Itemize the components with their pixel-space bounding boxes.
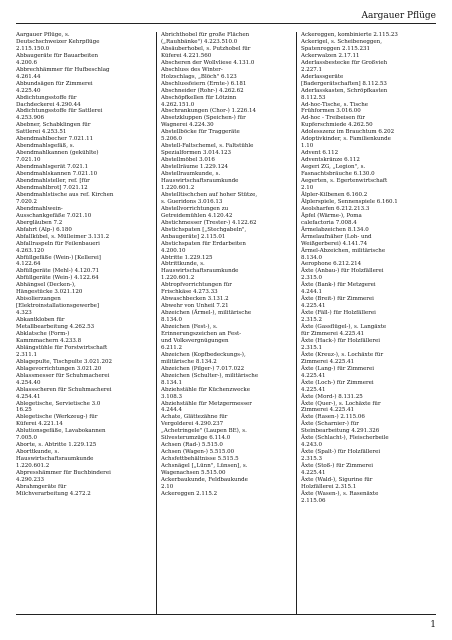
index-entry: Abziehstähle für Küchenzwecke xyxy=(161,386,250,393)
index-entry: Äxte (Spalt-) für Holzfällerei xyxy=(301,449,381,456)
index-entry: Abendmahlstische aus ref. Kirchen xyxy=(16,191,114,198)
index-entry: Äxte (Loch-) für Zimmerei xyxy=(301,379,374,386)
index-entry: Advent 6.112 xyxy=(301,150,339,157)
index-entry: Abrahmgeräte für xyxy=(16,483,67,490)
index-entry: 2.10 xyxy=(301,184,314,191)
index-entry: 4.244.1 xyxy=(301,289,322,296)
index-entry: Abrichthobel für große Flächen xyxy=(161,32,250,38)
index-entry: Hauswirtschaftsraumkunde xyxy=(16,456,94,463)
index-entry: 4.225.41 xyxy=(301,372,326,379)
index-entry: Ärmel-Abzeichen, militärische xyxy=(301,247,386,254)
index-entry: Abtrittkunde, s. xyxy=(161,261,205,268)
index-columns xyxy=(16,32,436,614)
index-entry: Äxte (Gassflügel-), s. Langäxte xyxy=(301,324,387,331)
index-entry: Anbaugeräte] 2.115.01 xyxy=(161,233,226,240)
index-entry: Abzeichen (Pilger-) 7.017.022 xyxy=(161,365,245,372)
index-entry: s. Gueridons 3.016.13 xyxy=(161,198,223,205)
index-entry: Fasnachtsbräuche 6.130.0 xyxy=(301,171,375,178)
index-entry: 4.225.41 xyxy=(301,303,326,310)
index-entry: Abtropfvorrichtungen für xyxy=(161,282,232,289)
index-entry: Abschneider (Rohr-) 4.262.62 xyxy=(161,87,244,94)
index-entry: Älplerspiele, Sennenspiele 6.160.1 xyxy=(301,198,398,205)
index-entry: Aegerten, s. Egertenwirtschaft xyxy=(301,178,388,185)
index-entry: Aderlassbestecke für Großvieh xyxy=(301,59,388,66)
index-entry: Aeolsharfen 6.212.213.3 xyxy=(301,205,370,212)
index-entry: Hauswirtschaftsraumkunde xyxy=(161,178,239,185)
index-entry: Abschrankungen (Chor-) 1.226.14 xyxy=(161,108,256,115)
index-entry: „Achetringele" (Laupen BE), s. xyxy=(161,428,247,435)
index-entry: Hauswirtschaftsraumkunde xyxy=(161,268,239,275)
index-entry: Abstelltischchen auf hoher Stütze, xyxy=(161,191,258,198)
index-entry: Äxte (Bank-) für Metzgerei xyxy=(301,282,376,289)
index-entry: Wagenachsen 5.515.00 xyxy=(161,470,226,477)
index-column-3 xyxy=(296,32,436,614)
index-entry: Ärmelabzeichen 8.134.0 xyxy=(301,226,369,233)
index-entry: Ad-hoc-Tische, s. Tische xyxy=(301,101,369,108)
index-entry: Abstichspaten für Erdarbeiten xyxy=(161,240,246,247)
index-entry: Absetzkluppen (Speichen-) für xyxy=(161,115,246,122)
index-entry: Abstellböcke für Traggeräte xyxy=(161,129,240,136)
index-entry: und Volksvergnügungen xyxy=(161,337,229,344)
index-entry: militärische 8.134.2 xyxy=(161,358,217,365)
index-entry: Abschluss des Winter- xyxy=(161,66,223,73)
index-entry: Äxte (Scharnier-) für xyxy=(301,421,359,428)
index-entry: Ackerigel, s. Scheibeneggen, xyxy=(301,38,382,45)
index-entry: Vergolderei 4.290.237 xyxy=(161,421,224,428)
index-entry: 4.243.0 xyxy=(301,442,322,449)
index-entry: Abfüllgeräte (Mehl-) 4.120.71 xyxy=(16,268,100,275)
index-entry: Adoptivkinder, s. Familienkunde xyxy=(301,136,391,143)
index-entry: Äxte (Quer-), s. Lochäxte für xyxy=(301,400,381,407)
index-entry: 8.134.1 xyxy=(161,379,182,386)
index-entry: Äxte (Fäll-) für Holzfällerei xyxy=(301,310,376,317)
index-entry: Aegeri ZG, „Legion", s. xyxy=(301,164,366,171)
index-entry: 8.112.53 xyxy=(301,94,326,101)
index-entry: Milchverarbeitung 4.272.2 xyxy=(16,490,91,497)
index-entry: Kupferschmiede 4.262.50 xyxy=(301,122,373,129)
index-entry: Küferei 4.221.560 xyxy=(161,52,212,59)
index-entry: 4.323 xyxy=(16,310,32,317)
index-entry: Abfahrt (Alp-) 6.180 xyxy=(16,226,72,233)
index-entry: 4.262.151.0 xyxy=(161,101,195,108)
index-entry: 5.206.0 xyxy=(161,136,182,143)
index-entry: Adolesszenz im Brauchtum 6.202 xyxy=(301,129,395,136)
index-entry: Abwaschbecken 3.131.2 xyxy=(161,296,229,303)
index-entry: Metallbearbeitung 4.262.53 xyxy=(16,324,95,331)
index-entry: Silvesterumzüge 6.114.0 xyxy=(161,435,231,442)
index-entry: Abwehr von Unheil 7.21 xyxy=(161,303,229,310)
index-entry: 4.225.41 xyxy=(301,386,326,393)
index-entry: calefactoria 7.008.4 xyxy=(301,219,357,226)
index-entry: Achsen (Wagen-) 5.515.00 xyxy=(161,449,235,456)
index-entry: Ärmelaufnäher (Loh- und xyxy=(301,233,372,240)
index-entry: Abfüllgefäße (Wein-) [Kellerei] xyxy=(16,254,101,261)
index-entry: Äpfel (Wärme-), Poma xyxy=(301,212,362,219)
index-entry: Spatenreggen 2.115.231 xyxy=(301,45,371,52)
index-entry: Abstell-Faltschemel, s. Faltstühle xyxy=(161,143,254,150)
footer-rule xyxy=(16,614,436,615)
index-entry: Zimmerei 4.225.41 xyxy=(301,407,355,414)
index-entry: Aargauer Pflüge, s. xyxy=(16,32,70,38)
index-entry: 4.290.233 xyxy=(16,477,44,483)
index-entry: Abdichtungsstoffe für xyxy=(16,94,77,101)
index-entry: Abtritte 1.229.125 xyxy=(161,254,213,261)
index-entry: [Badergerätschaften] 8.112.53 xyxy=(301,80,387,87)
index-entry: Getreidemühlen 4.120.42 xyxy=(161,212,233,219)
index-entry: 7.005.0 xyxy=(16,435,37,442)
index-entry: Ackerbaukunde, Feldbaukunde xyxy=(161,477,248,483)
index-entry: („Rauhbänke") 4.223.510.0 xyxy=(161,38,238,45)
index-entry: Äxte (Rasen-) 2.115.06 xyxy=(301,414,365,421)
index-entry: Holzfällerei 2.315.1 xyxy=(301,483,357,490)
index-entry: Frischkäse 4.273.33 xyxy=(161,289,218,296)
index-entry: Weißgerberei) 4.141.74 xyxy=(301,240,368,247)
index-entry: Äxte (Kreuz-), s. Lochäxte für xyxy=(301,351,384,358)
index-entry: Abbaugeräte für Bauarbeiten xyxy=(16,52,99,59)
index-entry: Äxte (Breit-) für Zimmerei xyxy=(301,296,374,303)
index-entry: Abstellmöbel 3.016 xyxy=(161,157,215,164)
index-entry: Abbrechhämmer für Hufbeschlag xyxy=(16,66,110,73)
index-entry: Abisolierzangen xyxy=(16,296,61,303)
index-entry: Abfüllgeräte (Wein-) 4.122.64 xyxy=(16,275,99,282)
index-entry: Spezialformen 3.014.123 xyxy=(161,150,231,157)
index-entry: Aderlasskasten, Schröpfkasten xyxy=(301,87,388,94)
index-entry: Äxte (Mord-) 8.131.25 xyxy=(301,393,363,400)
index-entry: 4.254.41 xyxy=(16,393,41,400)
index-entry: Erinnerungszeichen an Fest- xyxy=(161,330,242,337)
index-entry: Abscheren der Wollvliese 4.131.0 xyxy=(161,59,255,66)
index-entry: 1.220.601.2 xyxy=(161,275,195,282)
index-entry: [Elektroinstallationsgewerbe] xyxy=(16,303,100,310)
index-entry: Abstellvorrichtungen zu xyxy=(161,205,229,212)
index-entry: 4.253.906 xyxy=(16,115,44,122)
index-entry: Abzeichen (Ärmel-), militärische xyxy=(161,310,252,317)
index-entry: Abkantkloben für xyxy=(16,317,65,324)
index-entry: Ackereggen 2.115.2 xyxy=(161,490,218,497)
index-entry: 8.134.0 xyxy=(161,317,182,324)
index-entry: 1.10 xyxy=(301,143,314,150)
index-entry: Achsnägel [„Lünn", Lünsen], s. xyxy=(161,463,248,470)
index-entry: Abendmahlkannen (gekühlte) xyxy=(16,150,99,157)
index-entry: 4.200.6 xyxy=(16,59,37,66)
index-entry: Abfallraspeln für Feilenbaueri xyxy=(16,240,100,247)
index-entry: für Zimmerei 4.225.41 xyxy=(301,330,365,337)
index-entry: 4.261.44 xyxy=(16,73,41,80)
index-entry: Ackerwalzen 2.17.11 xyxy=(301,52,360,59)
index-entry: Dachdeckerei 4.290.44 xyxy=(16,101,81,108)
index-entry: Adventskränze 6.112 xyxy=(301,157,360,164)
index-entry: Hängestücke 3.021.120 xyxy=(16,289,83,296)
index-entry: Abendmahlsgefäß, s. xyxy=(16,143,75,150)
index-entry: 2.115.06 xyxy=(301,497,326,504)
index-entry: Achsfettbehältnisse 5.515.5 xyxy=(161,456,239,463)
index-entry: Sattlerei 4.253.51 xyxy=(16,129,67,136)
index-entry: Ablutionsgefäße, Lavabokannen xyxy=(16,428,106,435)
index-entry: Abzeichen (Schulter-), militärische xyxy=(161,372,259,379)
index-entry: Abpresshämmer für Buchbinderei xyxy=(16,470,111,477)
index-entry: Steinbearbeitung 4.291.326 xyxy=(301,428,380,435)
index-entry: 4.263.120 xyxy=(16,247,44,254)
index-entry: Abstichspaten [„Stechgabeln", xyxy=(161,226,247,233)
index-entry: 2.311.1 xyxy=(16,351,37,358)
index-entry: Ablagevorrichtungen 3.021.20 xyxy=(16,365,102,372)
index-entry: Abbundsägen für Zimmerei xyxy=(16,80,93,87)
index-entry: Abendmahlbecher 7.021.11 xyxy=(16,136,94,143)
index-entry: 1.220.601.2 xyxy=(16,463,50,470)
index-entry: Abstellraumkunde, s. xyxy=(161,171,221,178)
index-entry: Zimmerei 4.225.41 xyxy=(301,358,355,365)
index-entry: 8.134.0 xyxy=(301,254,322,261)
header-rule xyxy=(16,23,436,24)
index-entry: Abendmahlsgerät 7.021.1 xyxy=(16,164,89,171)
index-entry: Abzeichen (Kopfbedeckungs-), xyxy=(161,351,246,358)
index-entry: Frühformen 3.016.00 xyxy=(301,108,361,115)
index-entry: 4.200.10 xyxy=(161,247,186,254)
index-entry: Abstellräume 1.229.124 xyxy=(161,164,228,171)
index-entry: Abendmahlbrot] 7.021.12 xyxy=(16,184,88,191)
index-entry: 2.227.1 xyxy=(301,66,322,73)
index-entry: Äxte (Anbau-) für Holzfällerei xyxy=(301,268,384,275)
index-entry: Holzschlags, „Blöch" 6.123 xyxy=(161,73,237,80)
index-entry: Älpler-Kilbenen 6.160.2 xyxy=(301,191,368,198)
index-entry: Aborte, s. Abtritte 1.229.125 xyxy=(16,442,97,449)
index-entry: Wagnerei 4.224.30 xyxy=(161,122,214,129)
index-entry: Äxte (Wasen-), s. Rasenäxte xyxy=(301,490,379,497)
index-entry: Abendmahlskannen 7.021.10 xyxy=(16,171,98,178)
index-entry: Ablassscheren für Schuhmacherei xyxy=(16,386,112,393)
index-entry: 6.211.2 xyxy=(161,344,182,351)
index-entry: 7.020.2 xyxy=(16,198,37,205)
index-entry: Abebner, Schabklingen für xyxy=(16,122,91,129)
index-entry: Abhängsel (Decken-), xyxy=(16,282,76,289)
index-entry: Äxte (Lang-) für Zimmerei xyxy=(301,365,375,372)
index-entry: Achsen (Rad-) 5.515.0 xyxy=(161,442,223,449)
index-entry: Abfallkübel, s. Mülleimer 3.131.2 xyxy=(16,233,110,240)
index-entry: Äxte (Hack-) für Holzfällerei xyxy=(301,337,381,344)
index-entry: Abschlussfeiern (Ernte-) 6.181 xyxy=(161,80,247,87)
index-entry: Ablassmesser für Schuhmacherei xyxy=(16,372,110,379)
index-entry: 2.315.2 xyxy=(301,317,322,324)
index-entry: Aborttkunde, s. xyxy=(16,449,60,456)
index-entry: 2.10 xyxy=(161,483,174,490)
index-entry: Abdichtungsstoffe für Sattlerei xyxy=(16,108,103,115)
index-entry: Äxte (Stoß-) für Zimmerei xyxy=(301,463,374,470)
index-entry: Ad-hoc - Treibeisen für xyxy=(301,115,366,122)
index-entry: Ackereggen, kombinierte 2.115.23 xyxy=(301,32,398,38)
index-entry: Abstichmesser (Trester-) 4.122.62 xyxy=(161,219,257,226)
index-entry: 4.244.4 xyxy=(161,407,182,414)
running-header-title: Aargauer Pflüge xyxy=(361,11,436,21)
index-entry: 4.225.41 xyxy=(301,470,326,477)
index-entry: Aerophone 6.212.214 xyxy=(301,261,362,268)
index-entry: Abziehstähle für Metzgermesser xyxy=(161,400,252,407)
index-entry: Abklatsche (Form-) xyxy=(16,330,70,337)
index-entry: Küferei 4.221.14 xyxy=(16,421,63,428)
index-entry: Ausschankgefäße 7.021.10 xyxy=(16,212,92,219)
index-entry: 4.122.64 xyxy=(16,261,41,268)
index-entry: 1.220.601.2 xyxy=(161,184,195,191)
index-entry: Abzeichen (Fest-), s. xyxy=(161,324,218,331)
index-entry: 2.315.1 xyxy=(301,344,322,351)
index-entry: Abendmahlwein- xyxy=(16,205,63,212)
index-entry: 3.108.3 xyxy=(161,393,182,400)
index-entry: Abendmahlsteller, ref. [für xyxy=(16,178,90,185)
index-entry: 16.25 xyxy=(16,407,32,414)
running-header xyxy=(16,0,436,24)
index-entry: Äxte (Schlacht-), Fleischerbeile xyxy=(301,435,389,442)
index-entry: Ablegetische (Werkzeug-) für xyxy=(16,414,98,421)
index-entry: Abschöpfkellen für Lötzinn xyxy=(161,94,237,101)
index-column-1 xyxy=(16,32,156,614)
index-entry: Ablegetische, Servietische 3.0 xyxy=(16,400,101,407)
index-column-2 xyxy=(156,32,296,614)
index-entry: 2.115.150.0 xyxy=(16,45,50,52)
index-entry: 7.021.10 xyxy=(16,157,41,164)
index-entry: Abergläuben 7.2 xyxy=(16,219,63,226)
index-entry: Kammmachern 4.233.8 xyxy=(16,337,82,344)
page-number: 1 xyxy=(430,620,436,630)
index-entry: 4.225.40 xyxy=(16,87,41,94)
index-entry: Äxte (Wald-), Sigurine für xyxy=(301,477,373,483)
index-entry: 2.315.3 xyxy=(301,456,322,463)
index-entry: Deutschschweizer Kehrpflüge xyxy=(16,38,100,45)
index-entry: Ablagepulte, Tischpulte 3.021.202 xyxy=(16,358,112,365)
index-entry: Achate, Glättezähne für xyxy=(161,414,228,421)
index-entry: Aderlassgeräte xyxy=(301,73,344,80)
index-entry: 2.315.0 xyxy=(301,275,322,282)
index-entry: Absäuberhobel, s. Putzhobel für xyxy=(161,45,251,52)
index-entry: Ablängstühle für Forstwirtschaft xyxy=(16,344,108,351)
index-entry: 4.254.40 xyxy=(16,379,41,386)
